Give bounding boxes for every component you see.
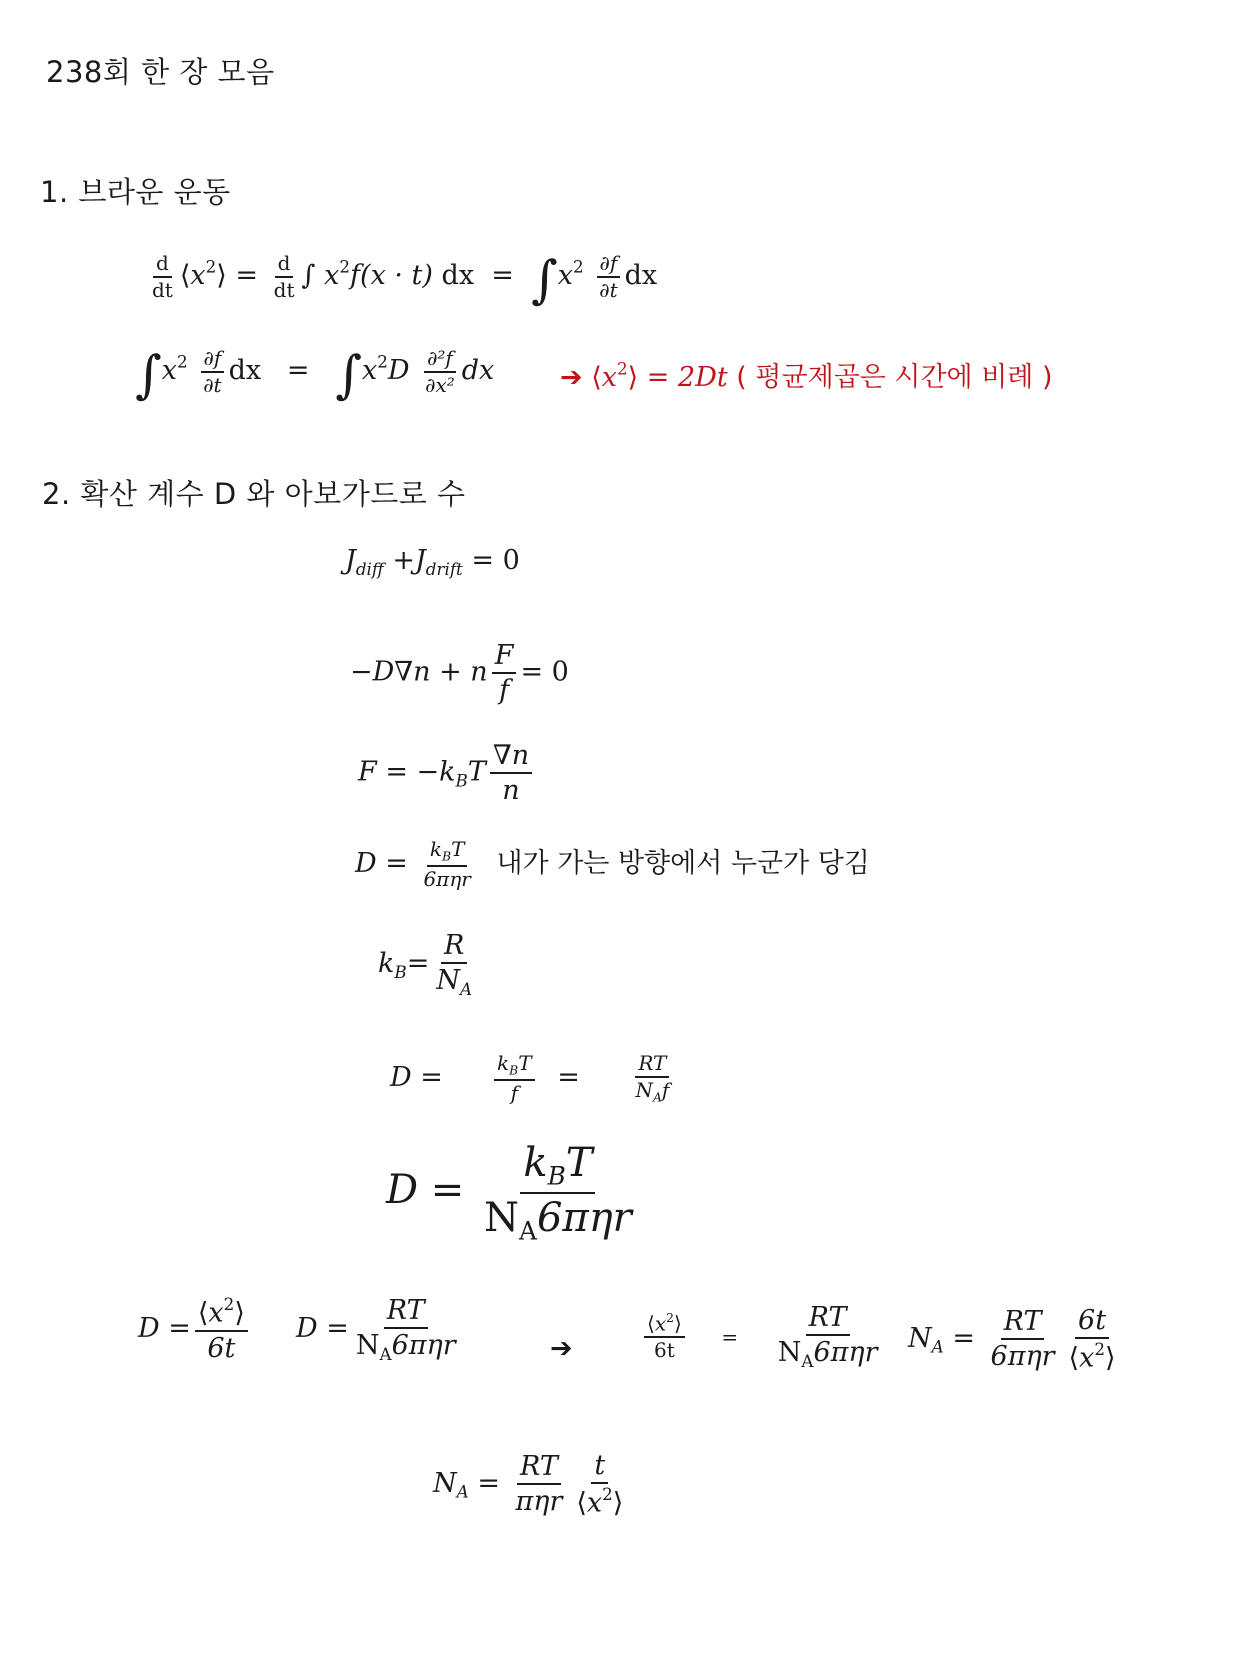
arrow-icon: ➔: [560, 362, 583, 393]
equation-force: $F = -k_BT$ $\frac{\nabla n}{n}$: [358, 740, 536, 806]
brownian-result: ➔ $⟨x^2⟩ = 2Dt$ ( 평균제곱은 시간에 비례 ): [560, 358, 1053, 393]
equation-flux: $J_{diff} +J_{drift} = 0$: [345, 545, 520, 579]
equation-d-avogadro: D = $\frac{RT}{N_A6\pi\eta r}$: [296, 1295, 456, 1364]
equation-stokes-einstein: D = $\frac{k_BT}{\text{6πηr}}$ 내가 가는 방향에서 누군가 당김: [355, 837, 870, 891]
equation-d-msd: D = $\frac{⟨x^2⟩}{6t}$: [138, 1295, 252, 1364]
arrow-icon: ➔: [550, 1333, 573, 1364]
equation-2: $\int x^2$ $\frac{\partial f}{\partial t}$ dx = $\int x^2D$ $\frac{\text{∂²f}}{\text{∂x²}}$ dx: [135, 345, 495, 405]
equation-d-friction: D = $\frac{k_BT}{f}$ = $\frac{RT}{N_Af}$: [390, 1051, 670, 1105]
korean-note: 내가 가는 방향에서 누군가 당김: [496, 847, 870, 879]
equation-balance: −D∇n + n $\frac{F}{f}$ = 0: [350, 640, 569, 707]
section-1-heading: 1. 브라운 운동: [40, 175, 231, 209]
equation-boltzmann: $k_B=$ $\frac{R}{N_A}$: [378, 930, 473, 999]
equation-d-avogadro-big: D = $\frac{k_BT}{N_A6\pi\eta r}$: [386, 1140, 632, 1246]
section-2-heading: 2. 확산 계수 D 와 아보가드로 수: [42, 477, 466, 511]
equation-equate: $\frac{⟨x^2⟩}{6t}$ = $\frac{RT}{N_A6\pi\eta r}$: [640, 1302, 884, 1371]
equation-1: $\frac{d}{dt}$ $⟨x^2⟩$ = $\frac{d}{dt}$ ∫ $x^2f(x \cdot t)$ dx = $\int x^2$ $\frac{\partial f}{\partial t}$ dx: [152, 250, 658, 310]
equation-na-solve: $N_A$ = $\frac{RT}{\text{6πηr}}$ $\frac{6t}{⟨x^2⟩}$: [908, 1305, 1116, 1374]
page-title: 238회 한 장 모음: [46, 55, 275, 89]
equation-na-final: $N_A$ = $\frac{RT}{\text{πηr}}$ $\frac{t}{⟨x^2⟩}$: [433, 1450, 624, 1519]
arrow-2: [550, 1333, 573, 1364]
